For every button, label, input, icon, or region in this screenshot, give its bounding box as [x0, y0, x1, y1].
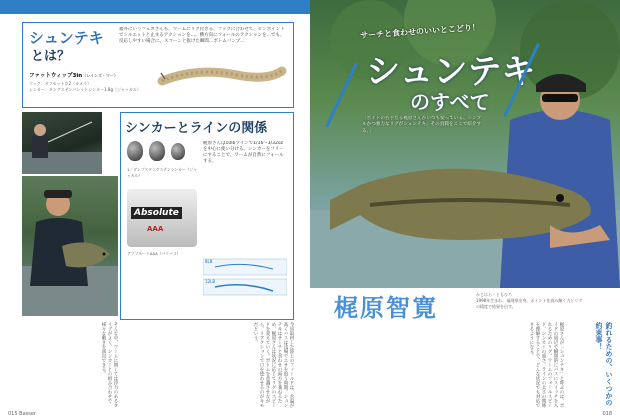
box1-body: 福井にいうフェカさんも、ワームにリグ付きる、フックに合わせて、ピンポイントでシルエットと止まるアクションを…。横方向にフォールのアクションを…でも、反応しやすい場合に、スコーンと抜けた瞬間…ボトムバンプ…	[119, 27, 285, 44]
line-diagram	[203, 257, 287, 297]
name-reading: かじはら・ともひろ	[476, 292, 512, 297]
angler-fish-illustration	[22, 176, 118, 316]
headline-main: シュンテキ	[366, 52, 536, 92]
product-name-text: ファットウィップ3in	[29, 73, 83, 79]
diagram-label-12lb: 12LB	[205, 279, 216, 284]
left-footer: 015 Basser	[8, 411, 36, 417]
top-color-bar	[0, 0, 310, 14]
sinker-caption: 1／ダンプスタングステンシンカー（ジャッカル）	[127, 167, 197, 178]
right-footer: 018	[602, 411, 612, 417]
profile-text: 1998年生まれ、福岡県出身。ポイントを読み解く力とリグの精度で結果を出す。	[476, 298, 583, 309]
right-bottom-text: 梶原さんが「シュンテキ」と呼ぶのは、ボイドの周辺で瞬間的にバスにスイッチを入れるためのリグ。ワームのフォールスピード、シンカーの重さ、ラインの太さの関係を理解することで、どんな状況でも対応できるようになる。	[529, 322, 564, 408]
angler-photo-fish	[22, 176, 118, 316]
sinker-image-3	[171, 143, 185, 160]
angler-name: 梶原智寛	[334, 294, 438, 322]
line-brand: Absolute	[131, 207, 182, 219]
headline-pre: サーチと食わせのいいとこどり！	[359, 22, 481, 41]
product-maker: （レインズ・マー）	[82, 73, 118, 78]
line-spool	[127, 189, 197, 247]
product-name	[29, 71, 118, 79]
left-bottom-text-2: そんな中、ワームに関しては浮力のあるタイプがよく、シンカーとの組み合わせで様々な動きを演出できる。	[101, 322, 118, 408]
sidebar-title: 釣れるための、いくつかの約束事！	[595, 322, 613, 406]
line-caption: アブソルートAAA（バリバス）	[127, 251, 181, 256]
right-page	[310, 0, 620, 420]
angler-boat-illustration	[22, 112, 102, 174]
info-box-sinker-line	[120, 112, 294, 320]
line-grade: AAA	[147, 225, 164, 233]
left-bottom-text: 今回取材した陸上のフィールドは、水温が高くバスは浅場でエサを追う時期。シュンテキはサーチと食わせの両方を兼ねるため、梶原さんは状況に応じてリグのスピードを変えていく。ボトムを意識させながら、リアクションで口を使わせるのがキモだという。	[253, 322, 294, 408]
info-box-shunteki	[22, 22, 294, 108]
spec-sinker: シンカー：タングステンバレットシンカー1.8g（ジャッカル）	[29, 87, 141, 92]
box1-title-line2: とは？	[31, 49, 71, 64]
headline-sub: のすべて	[410, 90, 490, 114]
sinker-image-1	[127, 141, 143, 161]
angler-photo-boat	[22, 112, 102, 174]
spec-hook: フック：オフセット＃2（カメラ）	[29, 81, 92, 86]
box2-body: 梶原さんは10lbラインで1/16〜3/32ozを中心に使い分ける。シンカーをフリーにすることで、ワームが自然にフォールする。	[203, 141, 284, 164]
diagram-label-8lb: 8LB	[205, 259, 213, 264]
lead-text: 「ボイドの名手たる梶原さんがいつも使っている、シンプルかつ強力なリグがシュンテキ。その真髄をここで紹介する。」	[362, 116, 482, 134]
worm-image	[157, 59, 287, 99]
sinker-image-2	[149, 141, 165, 161]
box1-title-line1: シュンテキ	[29, 29, 104, 47]
box2-title: シンカーとラインの関係	[125, 121, 268, 136]
